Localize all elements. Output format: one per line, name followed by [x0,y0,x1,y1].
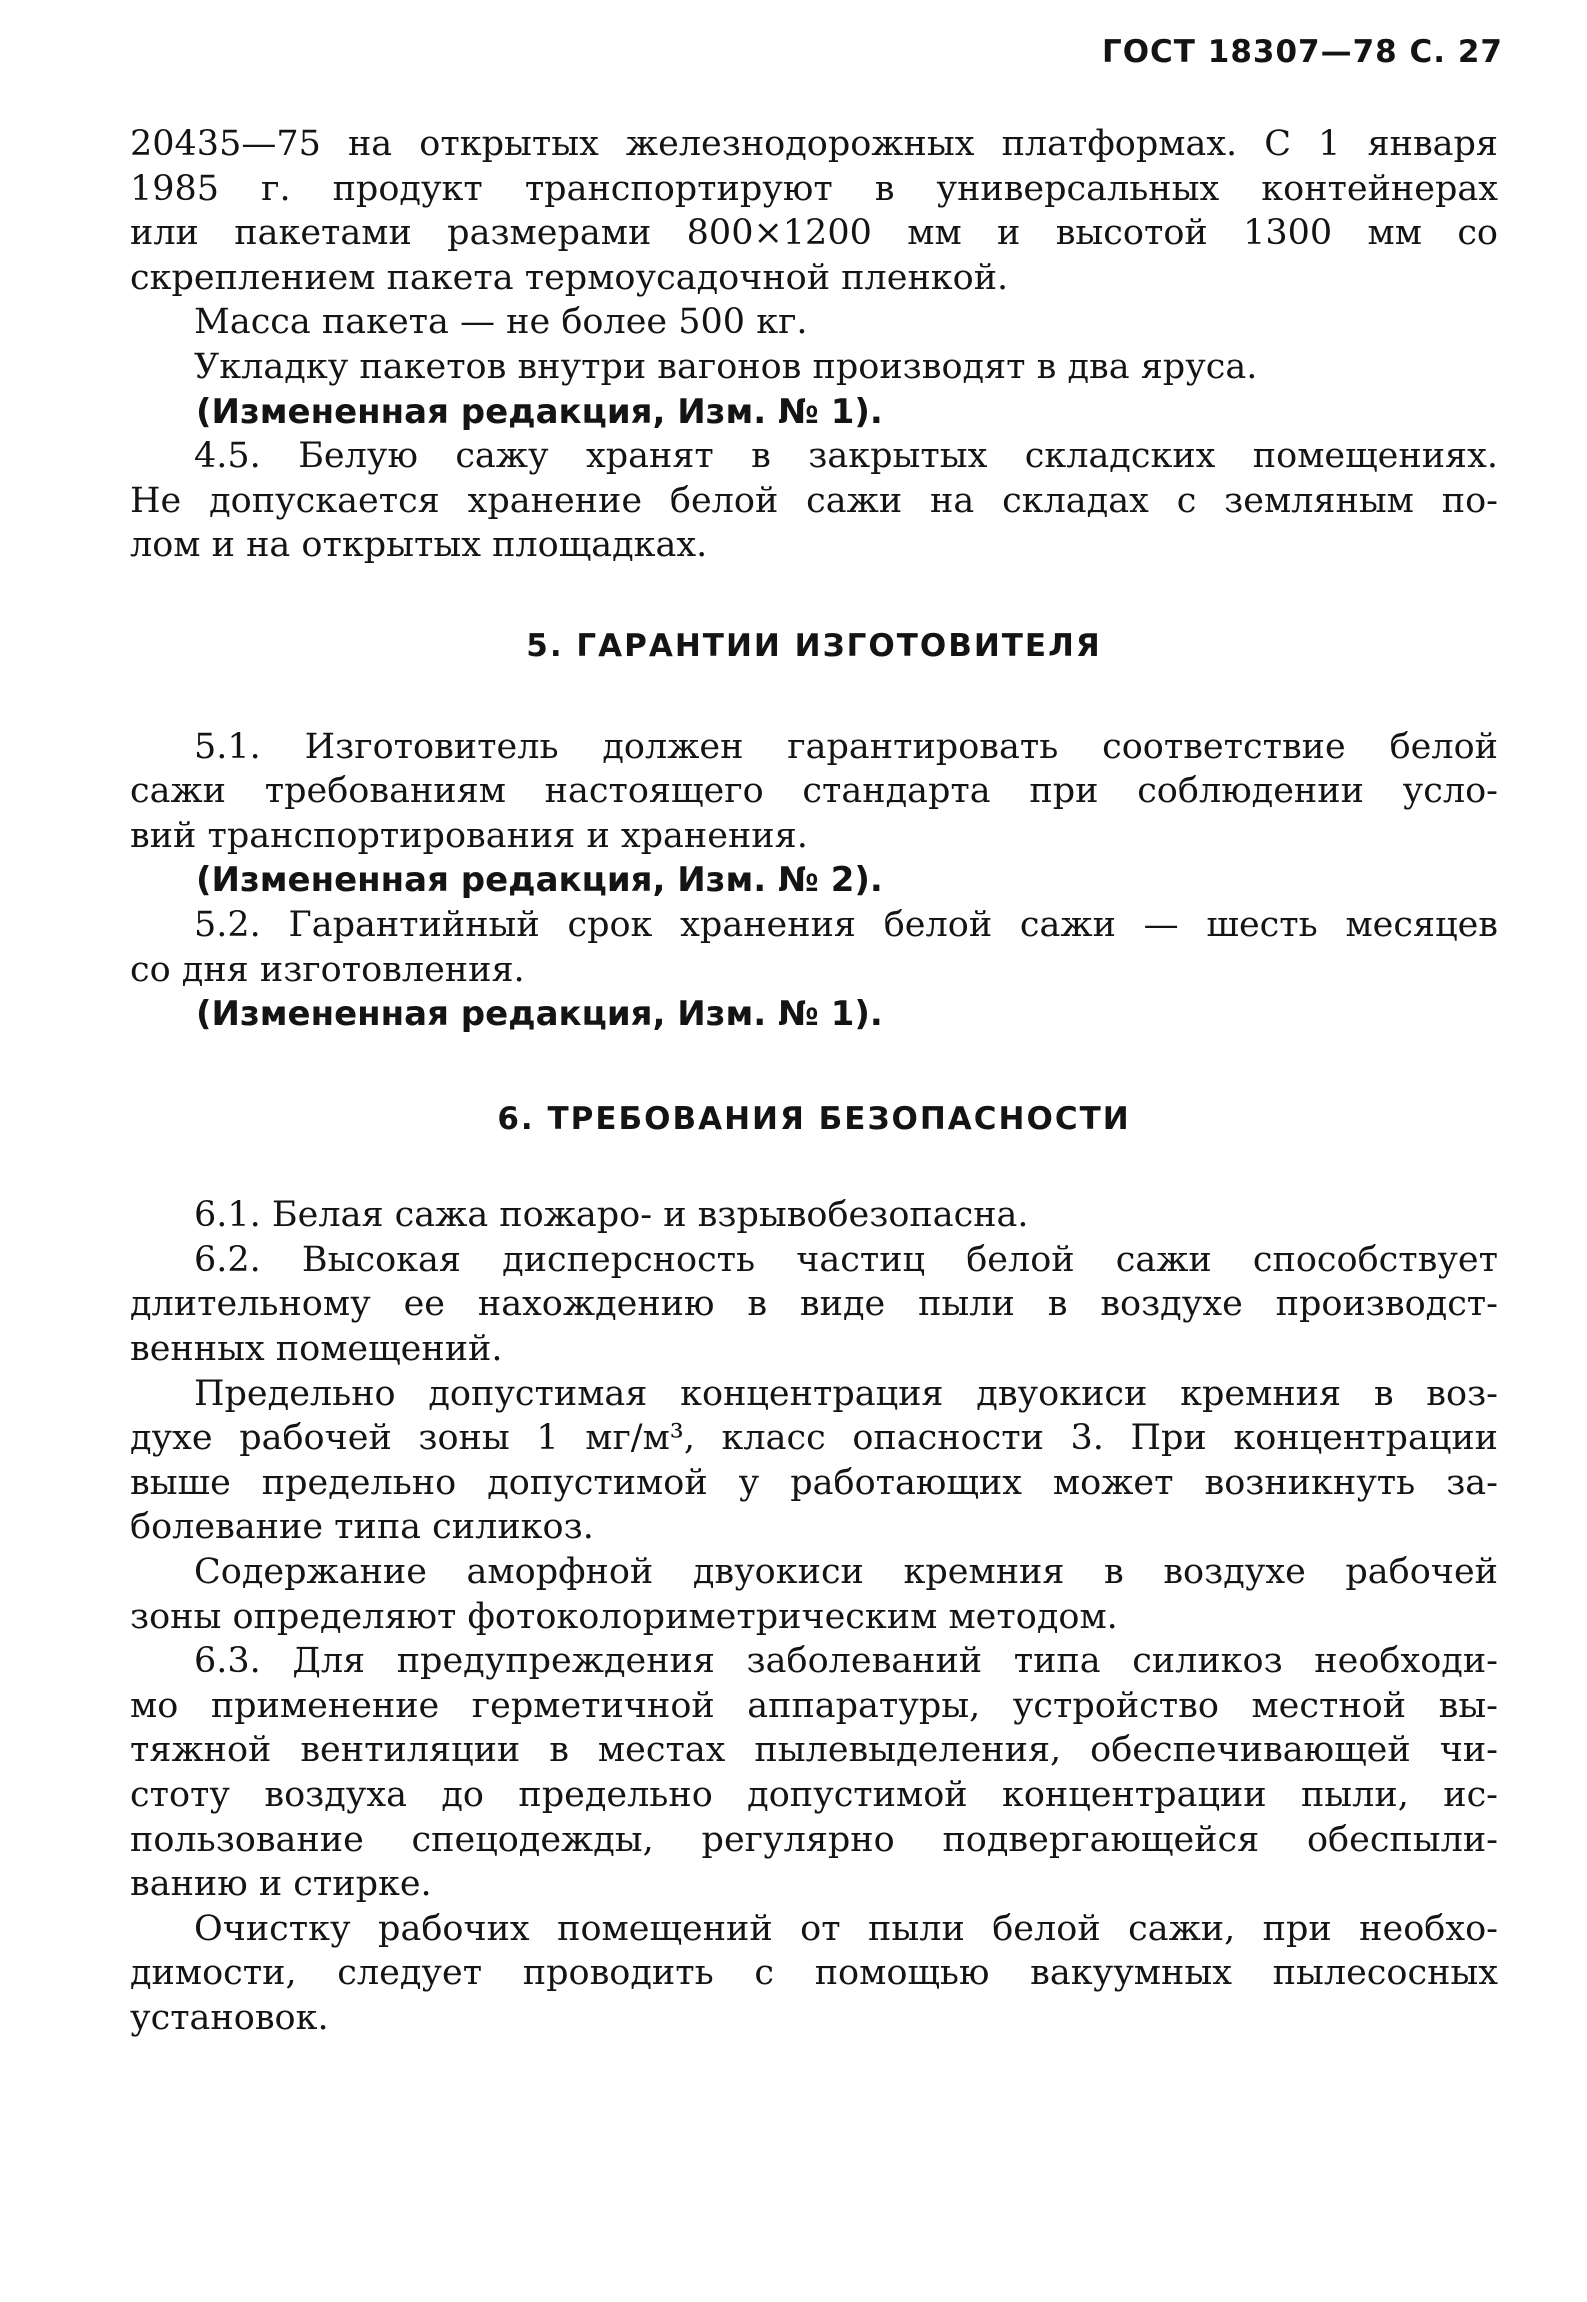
text-line: со дня изготовления. [130,949,525,990]
text-line: димости, следует проводить с помощью вакуумных пылесосных [130,1953,1498,1994]
text-line: мо применение герметичной аппаратуры, устройство местной вы- [130,1685,1498,1726]
text-line: зоны определяют фотоколориметрическим методом. [130,1596,1118,1637]
text-line: ванию и стирке. [130,1864,432,1905]
text-line: 1985 г. продукт транспортируют в универсальных контейнерах [130,168,1498,209]
text-line: 6.2. Высокая дисперсность частиц белой сажи способствует [194,1239,1498,1280]
text-line: болевание типа силикоз. [130,1507,594,1548]
text-line: стоту воздуха до предельно допустимой концентрации пыли, ис- [130,1775,1498,1815]
text-line: выше предельно допустимой у работающих может возникнуть за- [130,1462,1498,1503]
text-line: духе рабочей зоны 1 мг/м³, класс опасности 3. При концентрации [130,1418,1498,1459]
running-head: ГОСТ 18307—78 С. 27 [1101,34,1503,70]
paragraph-package-stacking: Укладку пакетов внутри вагонов производят в два яруса. [194,346,1258,387]
text-line: или пакетами размерами 800×1200 мм и высотой 1300 мм со [130,213,1498,254]
amendment-note: (Измененная редакция, Изм. № 1). [196,391,883,432]
text-line: 6.3. Для предупреждения заболеваний типа силикоз необходи- [194,1641,1498,1682]
text-line: Не допускается хранение белой сажи на складах с земляным по- [130,480,1498,521]
text-line: скреплением пакета термоусадочной пленкой. [130,257,1009,298]
paragraph-4-5 [130,434,1498,568]
paragraph-transport-rail [130,122,1498,300]
paragraph-6-2 [130,1238,1498,1372]
text-line: лом и на открытых площадках. [130,525,708,566]
text-line: пользование спецодежды, регулярно подвергающейся обеспыли- [130,1819,1498,1860]
text-line: 5.2. Гарантийный срок хранения белой сажи — шесть месяцев [194,904,1498,945]
text-line: 20435—75 на открытых железнодорожных платформах. С 1 января [130,124,1498,164]
text-line: Содержание аморфной двуокиси кремния в воздухе рабочей [194,1552,1498,1593]
paragraph-package-mass: Масса пакета — не более 500 кг. [194,302,808,343]
page-body [130,122,1498,2041]
section-5-title: 5. ГАРАНТИИ ИЗГОТОВИТЕЛЯ [526,627,1102,664]
text-line: вий транспортирования и хранения. [130,815,808,856]
text-line: Очистку рабочих помещений от пыли белой сажи, при необхо- [194,1908,1498,1949]
text-line: 4.5. Белую сажу хранят в закрытых складских помещениях. [194,436,1498,477]
text-line: Предельно допустимая концентрация двуокиси кремния в воз- [194,1373,1498,1414]
text-line: 5.1. Изготовитель должен гарантировать соответствие белой [194,726,1498,767]
paragraph-6-3 [130,1639,1498,1907]
paragraph-6-1: 6.1. Белая сажа пожаро- и взрывобезопасна. [194,1195,1029,1236]
paragraph-5-2 [130,903,1498,992]
section-6-title: 6. ТРЕБОВАНИЯ БЕЗОПАСНОСТИ [497,1100,1131,1137]
text-line: сажи требованиям настоящего стандарта при соблюдении усло- [130,771,1498,812]
text-line: длительному ее нахождению в виде пыли в воздухе производст- [130,1284,1498,1325]
text-line: тяжной вентиляции в местах пылевыделения, обеспечивающей чи- [130,1730,1498,1771]
text-line: венных помещений. [130,1329,503,1370]
paragraph-cleaning [130,1907,1498,2041]
paragraph-measurement-method [130,1550,1498,1639]
amendment-note: (Измененная редакция, Изм. № 1). [196,994,883,1035]
amendment-note: (Измененная редакция, Изм. № 2). [196,860,883,901]
text-line: установок. [130,1997,329,2038]
paragraph-mac-limit [130,1372,1498,1550]
paragraph-5-1 [130,725,1498,859]
